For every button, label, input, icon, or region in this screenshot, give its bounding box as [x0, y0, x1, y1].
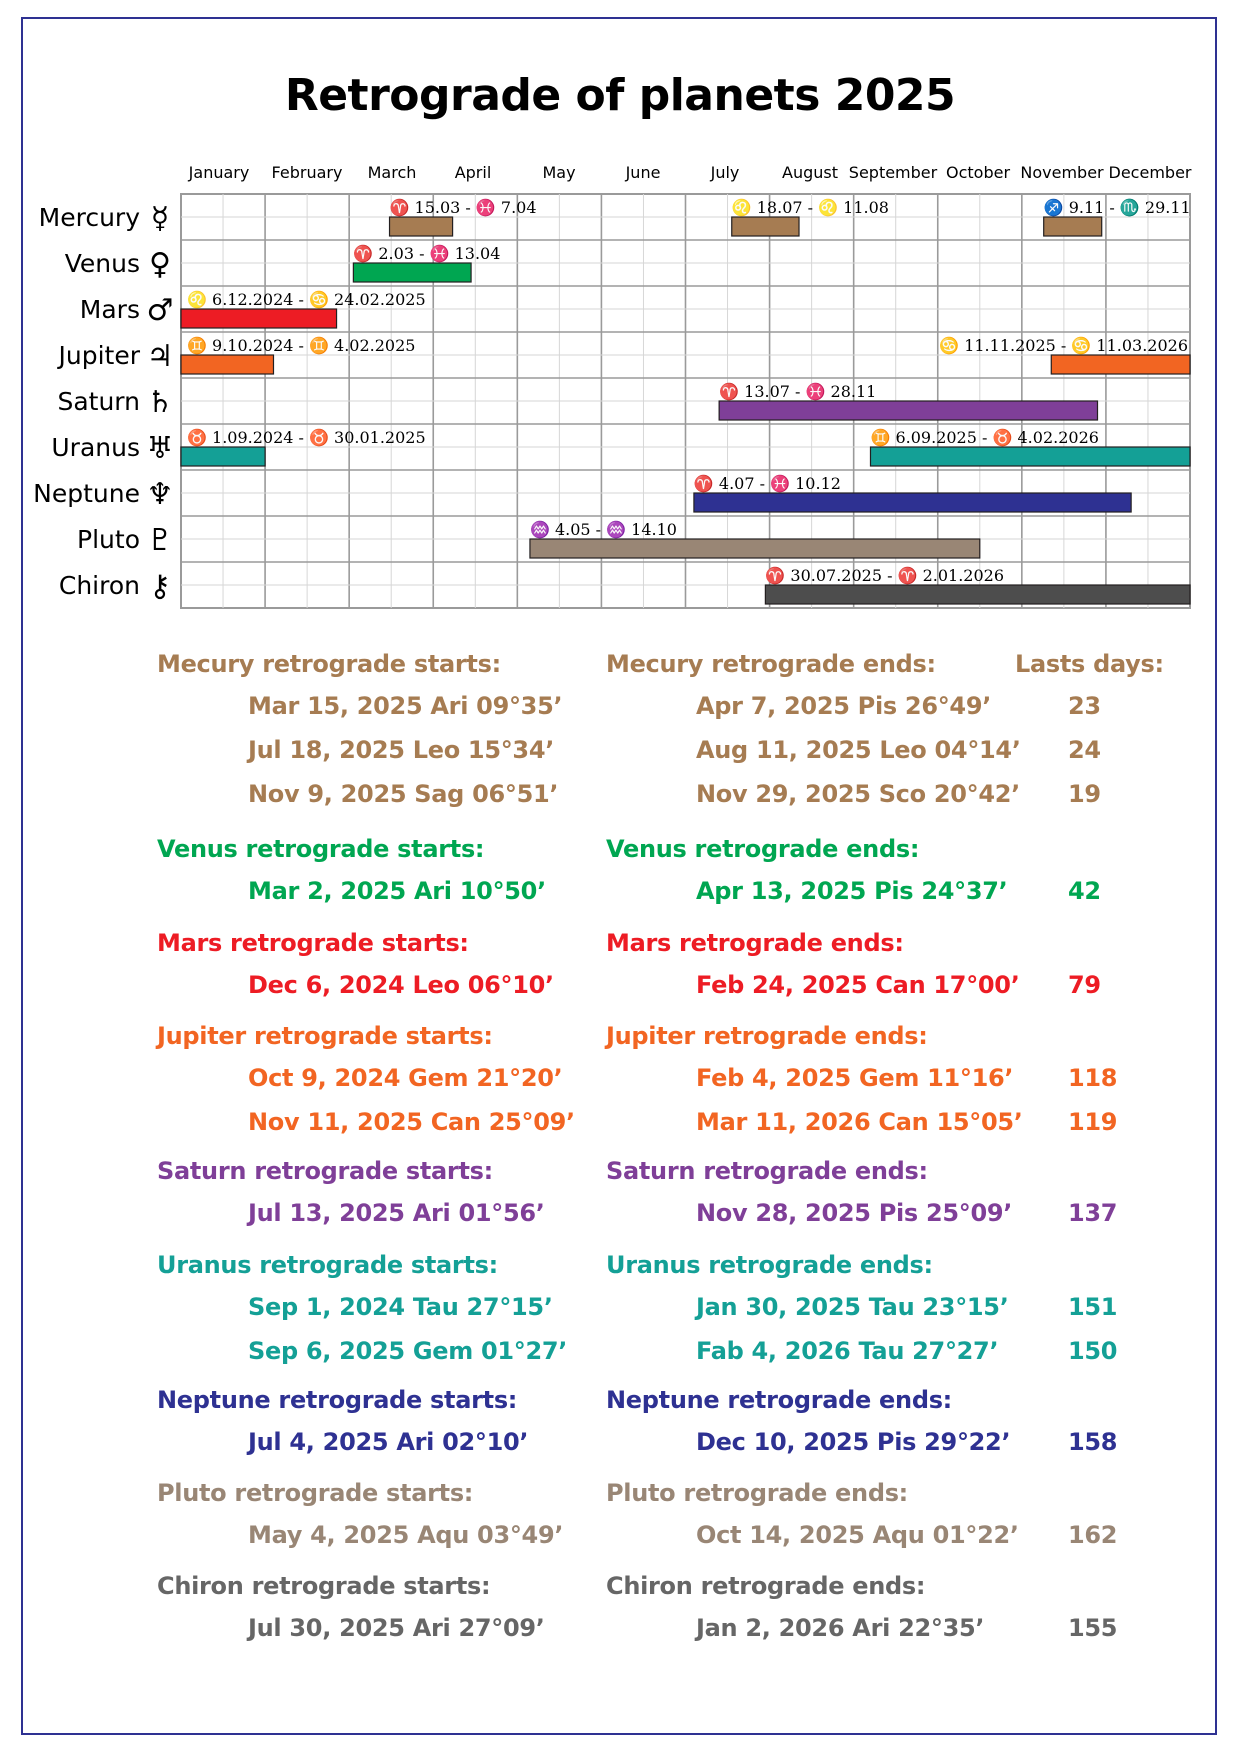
- start-header: Saturn retrograde starts:: [157, 1157, 493, 1185]
- retrograde-bar-label: ♈ 4.07 - ♓ 10.12: [693, 474, 841, 493]
- retrograde-bar-pluto-1: [530, 539, 980, 558]
- retrograde-bar-mercury-1: [390, 217, 453, 236]
- end-date: Feb 4, 2025 Gem 11°16’: [696, 1064, 1014, 1092]
- planet-label-neptune: Neptune: [33, 479, 140, 508]
- retrograde-bar-label: ♈ 2.03 - ♓ 13.04: [353, 244, 501, 263]
- days-count: 119: [1068, 1108, 1118, 1136]
- retrograde-bar-label: ♐ 9.11 - ♏ 29.11: [1043, 198, 1191, 217]
- start-header: Uranus retrograde starts:: [157, 1251, 498, 1279]
- retrograde-bar-uranus-2: [870, 447, 1190, 466]
- end-date: Nov 29, 2025 Sco 20°42’: [696, 780, 1020, 808]
- days-count: 151: [1068, 1293, 1118, 1321]
- days-count: 19: [1068, 780, 1101, 808]
- month-label-february: February: [271, 163, 343, 182]
- retrograde-bar-saturn-1: [719, 401, 1097, 420]
- retrograde-bar-label: ♈ 30.07.2025 - ♈ 2.01.2026: [765, 566, 1005, 585]
- neptune-glyph-icon: ♆: [146, 477, 174, 512]
- mars-glyph-icon: ♂: [146, 293, 174, 328]
- start-date: Oct 9, 2024 Gem 21°20’: [248, 1064, 563, 1092]
- retrograde-bar-mars-1: [181, 309, 337, 328]
- start-header: Neptune retrograde starts:: [157, 1386, 518, 1414]
- planet-label-venus: Venus: [64, 249, 140, 278]
- mercury-glyph-icon: ☿: [150, 201, 170, 236]
- retrograde-bar-mercury-2: [732, 217, 799, 236]
- start-date: Sep 6, 2025 Gem 01°27’: [248, 1337, 568, 1365]
- month-label-december: December: [1108, 163, 1192, 182]
- retrograde-bar-chiron-1: [765, 585, 1190, 604]
- start-date: Nov 11, 2025 Can 25°09’: [248, 1108, 575, 1136]
- end-header: Neptune retrograde ends:: [606, 1386, 952, 1414]
- jupiter-glyph-icon: ♃: [146, 339, 174, 374]
- planet-label-saturn: Saturn: [57, 387, 140, 416]
- end-date: Aug 11, 2025 Leo 04°14’: [696, 736, 1021, 764]
- retrograde-bar-label: ♊ 6.09.2025 - ♉ 4.02.2026: [870, 428, 1099, 447]
- retrograde-bar-venus-1: [353, 263, 471, 282]
- month-label-may: May: [542, 163, 576, 182]
- start-date: May 4, 2025 Aqu 03°49’: [248, 1521, 564, 1549]
- end-date: Oct 14, 2025 Aqu 01°22’: [696, 1521, 1019, 1549]
- retrograde-bar-label: ♈ 15.03 - ♓ 7.04: [389, 198, 537, 217]
- planet-label-jupiter: Jupiter: [58, 341, 140, 370]
- start-date: Sep 1, 2024 Tau 27°15’: [248, 1293, 553, 1321]
- days-count: 79: [1068, 971, 1101, 999]
- retrograde-bar-neptune-1: [694, 493, 1131, 512]
- end-header: Saturn retrograde ends:: [606, 1157, 928, 1185]
- days-count: 158: [1068, 1428, 1118, 1456]
- end-date: Apr 13, 2025 Pis 24°37’: [696, 877, 1008, 905]
- start-date: Mar 2, 2025 Ari 10°50’: [248, 877, 546, 905]
- end-date: Nov 28, 2025 Pis 25°09’: [696, 1199, 1013, 1227]
- retrograde-bar-mercury-3: [1044, 217, 1102, 236]
- planet-label-chiron: Chiron: [58, 571, 140, 600]
- end-header: Jupiter retrograde ends:: [606, 1022, 928, 1050]
- days-count: 162: [1068, 1521, 1118, 1549]
- retrograde-bar-label: ♈ 13.07 - ♓ 28.11: [719, 382, 877, 401]
- start-date: Nov 9, 2025 Sag 06°51’: [248, 780, 559, 808]
- start-date: Jul 18, 2025 Leo 15°34’: [248, 736, 555, 764]
- start-date: Jul 13, 2025 Ari 01°56’: [248, 1199, 545, 1227]
- retrograde-gantt-chart: [0, 0, 1240, 640]
- start-header: Pluto retrograde starts:: [157, 1479, 474, 1507]
- days-count: 155: [1068, 1614, 1118, 1642]
- start-header: Venus retrograde starts:: [157, 835, 485, 863]
- end-date: Apr 7, 2025 Pis 26°49’: [696, 692, 992, 720]
- start-header: Jupiter retrograde starts:: [157, 1022, 493, 1050]
- venus-glyph-icon: ♀: [149, 247, 171, 282]
- end-date: Mar 11, 2026 Can 15°05’: [696, 1108, 1023, 1136]
- retrograde-bar-label: ♌ 18.07 - ♌ 11.08: [731, 198, 889, 217]
- planet-label-mars: Mars: [79, 295, 140, 324]
- end-header: Chiron retrograde ends:: [606, 1572, 926, 1600]
- lasts-header: Lasts days:: [1015, 650, 1164, 678]
- end-header: Uranus retrograde ends:: [606, 1251, 933, 1279]
- days-count: 42: [1068, 877, 1101, 905]
- planet-label-uranus: Uranus: [51, 433, 140, 462]
- chiron-glyph-icon: ⚷: [149, 569, 171, 604]
- page-title: Retrograde of planets 2025: [284, 70, 956, 121]
- end-header: Pluto retrograde ends:: [606, 1479, 908, 1507]
- days-count: 137: [1068, 1199, 1118, 1227]
- retrograde-bar-uranus-1: [181, 447, 265, 466]
- month-label-september: September: [848, 163, 938, 182]
- start-date: Mar 15, 2025 Ari 09°35’: [248, 692, 563, 720]
- start-header: Mecury retrograde starts:: [157, 650, 501, 678]
- retrograde-bar-jupiter-2: [1051, 355, 1190, 374]
- end-date: Fab 4, 2026 Tau 27°27’: [696, 1337, 999, 1365]
- end-header: Mecury retrograde ends:: [606, 650, 936, 678]
- days-count: 118: [1068, 1064, 1118, 1092]
- month-label-july: July: [710, 163, 740, 182]
- start-date: Jul 4, 2025 Ari 02°10’: [248, 1428, 529, 1456]
- days-count: 150: [1068, 1337, 1118, 1365]
- days-count: 24: [1068, 736, 1101, 764]
- end-date: Jan 30, 2025 Tau 23°15’: [696, 1293, 1009, 1321]
- month-label-november: November: [1020, 163, 1104, 182]
- planet-label-mercury: Mercury: [38, 203, 140, 232]
- month-label-january: January: [188, 163, 250, 182]
- month-label-march: March: [367, 163, 417, 182]
- end-date: Jan 2, 2026 Ari 22°35’: [696, 1614, 985, 1642]
- retrograde-bar-label: ♌ 6.12.2024 - ♋ 24.02.2025: [187, 290, 426, 309]
- start-date: Dec 6, 2024 Leo 06°10’: [248, 971, 554, 999]
- saturn-glyph-icon: ♄: [146, 385, 174, 420]
- retrograde-bar-label: ♒ 4.05 - ♒ 14.10: [529, 520, 677, 539]
- end-date: Dec 10, 2025 Pis 29°22’: [696, 1428, 1011, 1456]
- retrograde-bar-label: ♋ 11.11.2025 - ♋ 11.03.2026: [939, 336, 1188, 355]
- retrograde-bar-label: ♊ 9.10.2024 - ♊ 4.02.2025: [187, 336, 416, 355]
- retrograde-bar-jupiter-1: [181, 355, 273, 374]
- uranus-glyph-icon: ♅: [146, 431, 174, 466]
- end-header: Mars retrograde ends:: [606, 929, 904, 957]
- start-header: Chiron retrograde starts:: [157, 1572, 491, 1600]
- month-label-april: April: [454, 163, 492, 182]
- end-date: Feb 24, 2025 Can 17°00’: [696, 971, 1020, 999]
- pluto-glyph-icon: ♇: [146, 523, 174, 558]
- retrograde-bar-label: ♉ 1.09.2024 - ♉ 30.01.2025: [187, 428, 426, 447]
- month-label-october: October: [945, 163, 1011, 182]
- start-header: Mars retrograde starts:: [157, 929, 469, 957]
- month-label-august: August: [782, 163, 838, 182]
- days-count: 23: [1068, 692, 1101, 720]
- end-header: Venus retrograde ends:: [606, 835, 920, 863]
- planet-label-pluto: Pluto: [77, 525, 140, 554]
- month-label-june: June: [625, 163, 661, 182]
- start-date: Jul 30, 2025 Ari 27°09’: [248, 1614, 545, 1642]
